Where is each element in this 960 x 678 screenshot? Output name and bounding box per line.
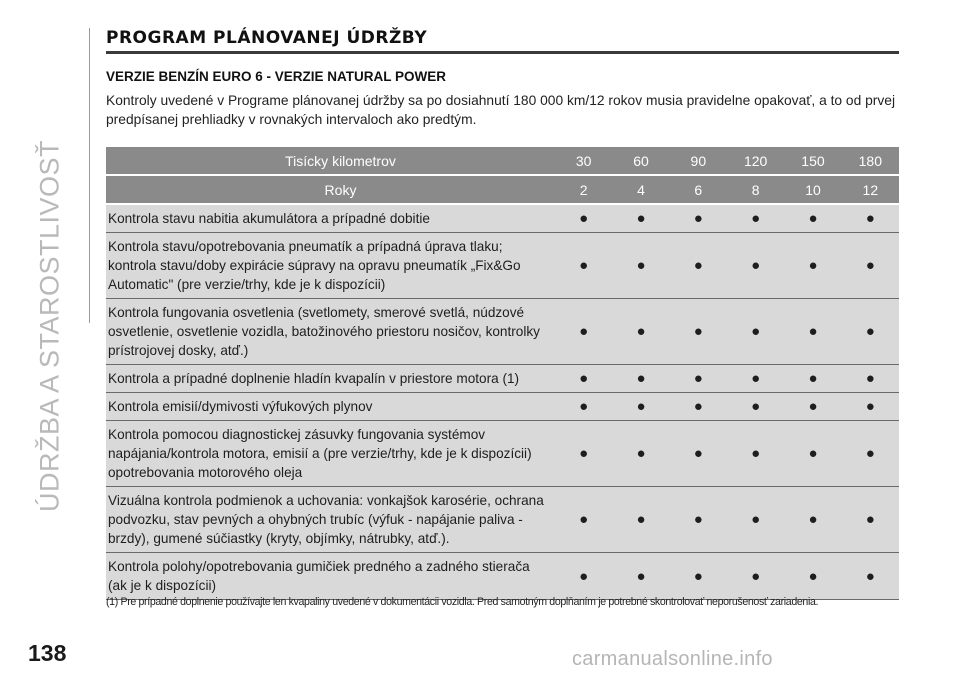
intro-paragraph: Kontroly uvedené v Programe plánovanej údržby sa po dosiahnutí 180 000 km/12 rokov musia pravidelne opakovať, a to od prvej predpísanej prehliadky v rovnakých intervaloch ako predtým. — [106, 93, 896, 127]
interval-mark: ● — [612, 421, 669, 487]
table-row — [106, 233, 899, 299]
interval-mark: ● — [555, 233, 612, 299]
row-description: Kontrola a prípadné doplnenie hladín kvapalín v priestore motora (1) — [106, 365, 555, 393]
interval-mark: ● — [842, 365, 899, 393]
interval-mark: ● — [784, 365, 841, 393]
interval-mark: ● — [670, 553, 727, 600]
interval-mark: ● — [555, 365, 612, 393]
interval-mark: ● — [784, 553, 841, 600]
interval-mark: ● — [612, 487, 669, 553]
section-side-label: ÚDRŽBA A STAROSTLIVOSŤ — [34, 139, 65, 513]
page-number: 138 — [28, 640, 67, 666]
interval-mark: ● — [670, 299, 727, 365]
interval-mark: ● — [555, 299, 612, 365]
table-row — [106, 393, 899, 421]
interval-mark: ● — [842, 204, 899, 233]
interval-mark: ● — [842, 487, 899, 553]
interval-mark: ● — [670, 233, 727, 299]
interval-mark: ● — [727, 204, 784, 233]
interval-mark: ● — [784, 233, 841, 299]
side-divider — [89, 28, 90, 323]
row-description: Kontrola emisií/dymivosti výfukových plynov — [106, 393, 555, 421]
schedule-rows — [106, 204, 899, 600]
interval-mark: ● — [842, 553, 899, 600]
interval-mark: ● — [612, 553, 669, 600]
interval-mark: ● — [670, 487, 727, 553]
table-row — [106, 487, 899, 553]
table-row — [106, 553, 899, 600]
interval-mark: ● — [727, 393, 784, 421]
interval-mark: ● — [612, 365, 669, 393]
interval-mark: ● — [670, 204, 727, 233]
table-row — [106, 204, 899, 233]
interval-mark: ● — [784, 204, 841, 233]
interval-mark: ● — [784, 393, 841, 421]
header-years-value: 8 — [727, 175, 784, 204]
interval-mark: ● — [670, 421, 727, 487]
interval-mark: ● — [727, 299, 784, 365]
table-row — [106, 365, 899, 393]
interval-mark: ● — [727, 233, 784, 299]
interval-mark: ● — [784, 487, 841, 553]
header-years-value: 2 — [555, 175, 612, 204]
interval-mark: ● — [784, 299, 841, 365]
header-years-value: 12 — [842, 175, 899, 204]
interval-mark: ● — [670, 393, 727, 421]
interval-mark: ● — [555, 204, 612, 233]
interval-mark: ● — [842, 393, 899, 421]
interval-mark: ● — [727, 487, 784, 553]
section-subtitle: VERZIE BENZÍN EURO 6 - VERZIE NATURAL POWER — [106, 69, 447, 84]
header-row-km — [106, 147, 899, 175]
header-years-value: 6 — [670, 175, 727, 204]
row-description: Kontrola stavu/opotrebovania pneumatík a prípadná úprava tlaku; kontrola stavu/doby expirácie súpravy na opravu pneumatík „Fix&Go Automatic" (pre verzie/trhy, kde je k dispozícii) — [106, 233, 555, 299]
interval-mark: ● — [842, 233, 899, 299]
header-row-years — [106, 175, 899, 204]
row-description: Vizuálna kontrola podmienok a uchovania: vonkajšok karosérie, ochrana podvozku, stav pevných a ohybných trubíc (výfuk - napájanie paliva - brzdy), gumené súčiastky (kryty, objímky, nátrubky, atď.). — [106, 487, 555, 553]
maintenance-schedule-table — [106, 147, 899, 600]
interval-mark: ● — [555, 553, 612, 600]
interval-mark: ● — [555, 487, 612, 553]
interval-mark: ● — [784, 421, 841, 487]
header-km-value: 120 — [727, 147, 784, 175]
header-years-value: 4 — [612, 175, 669, 204]
footnote: (1) Pre prípadné doplnenie používajte len kvapaliny uvedené v dokumentácii vozidla. Pred samotným doplňaním je potrebné skontrolovať neporušenosť zariadenia. — [106, 596, 819, 608]
row-description: Kontrola stavu nabitia akumulátora a prípadné dobitie — [106, 204, 555, 233]
interval-mark: ● — [612, 204, 669, 233]
interval-mark: ● — [727, 365, 784, 393]
header-km-value: 180 — [842, 147, 899, 175]
row-description: Kontrola polohy/opotrebovania gumičiek predného a zadného stierača (ak je k dispozícii) — [106, 553, 555, 600]
row-description: Kontrola fungovania osvetlenia (svetlomety, smerové svetlá, núdzové osvetlenie, osvetlenie vozidla, batožinového priestoru nosičov, kontrolky prístrojovej dosky, atď.) — [106, 299, 555, 365]
interval-mark: ● — [612, 393, 669, 421]
header-km-value: 60 — [612, 147, 669, 175]
interval-mark: ● — [670, 365, 727, 393]
table-row — [106, 299, 899, 365]
header-km-value: 30 — [555, 147, 612, 175]
interval-mark: ● — [727, 553, 784, 600]
interval-mark: ● — [612, 233, 669, 299]
interval-mark: ● — [842, 421, 899, 487]
header-km-value: 90 — [670, 147, 727, 175]
interval-mark: ● — [555, 421, 612, 487]
table-row — [106, 421, 899, 487]
interval-mark: ● — [842, 299, 899, 365]
header-years-value: 10 — [784, 175, 841, 204]
header-km-label: Tisícky kilometrov — [106, 147, 555, 175]
row-description: Kontrola pomocou diagnostickej zásuvky fungovania systémov napájania/kontrola motora, emisií a (pre verzie/trhy, kde je k dispozícii) opotrebovania motorového oleja — [106, 421, 555, 487]
header-km-value: 150 — [784, 147, 841, 175]
interval-mark: ● — [555, 393, 612, 421]
title-bar — [106, 28, 899, 54]
interval-mark: ● — [727, 421, 784, 487]
watermark: carmanualsonline.info — [572, 648, 773, 670]
interval-mark: ● — [612, 299, 669, 365]
page-title: PROGRAM PLÁNOVANEJ ÚDRŽBY — [106, 28, 428, 48]
header-years-label: Roky — [106, 175, 555, 204]
